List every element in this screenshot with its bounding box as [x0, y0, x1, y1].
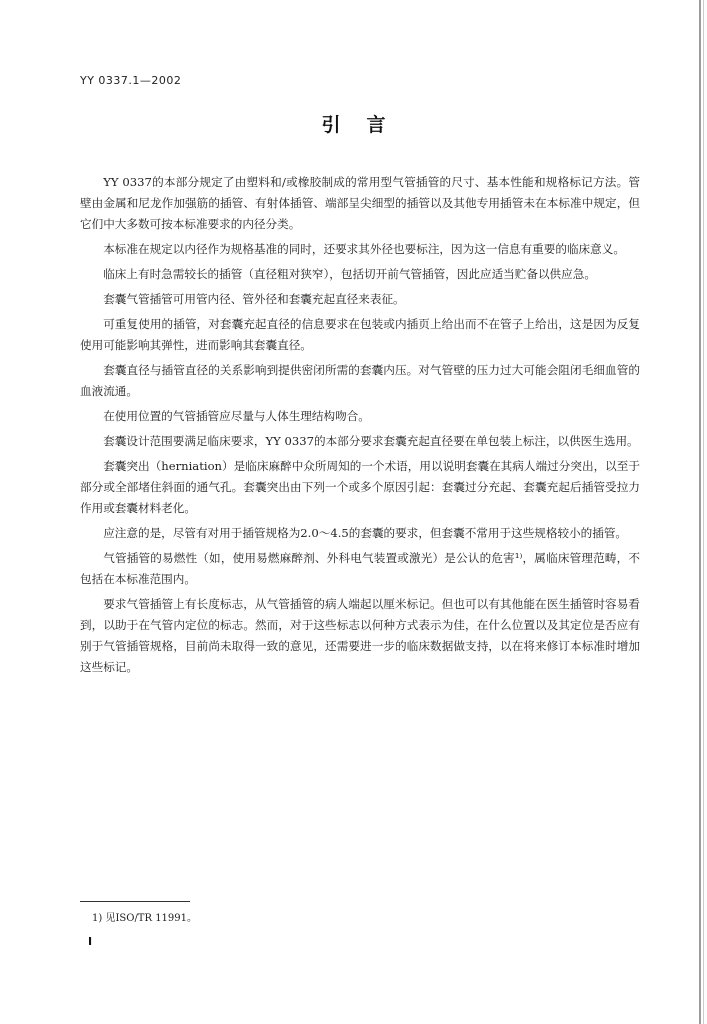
footnote-divider — [80, 901, 190, 902]
paragraph: 本标准在规定以内径作为规格基准的同时，还要求其外径也要标注，因为这一信息有重要的临床意义。 — [103, 242, 625, 256]
scan-edge-line — [703, 0, 704, 1024]
body-text — [80, 172, 640, 682]
paragraph: 可重复使用的插管，对套囊充起直径的信息要求在包装或内插页上给出而不在管子上给出，这是因为反复使用可能影响其弹性，进而影响其套囊直径。 — [80, 317, 640, 352]
paragraph: 套囊直径与插管直径的关系影响到提供密闭所需的套囊内压。对气管壁的压力过大可能会阻闭毛细血管的血液流通。 — [80, 363, 640, 398]
page-title: 引言 — [321, 114, 412, 136]
page-number: I — [88, 935, 93, 948]
paragraph: 在使用位置的气管插管应尽量与人体生理结构吻合。 — [103, 409, 370, 423]
paragraph: 临床上有时急需较长的插管（直径粗对狭窄），包括切开前气管插管，因此应适当贮备以供应急。 — [103, 267, 596, 281]
paragraph: 气管插管的易燃性（如，使用易燃麻醉剂、外科电气装置或激光）是公认的危害¹⁾，属临床管理范畴，不包括在本标准范围内。 — [80, 551, 640, 586]
paragraph: 要求气管插管上有长度标志，从气管插管的病人端起以厘米标记。但也可以有其他能在医生插管时容易看到，以助于在气管内定位的标志。然而，对于这些标志以何种方式表示为佳，在什么位置以及其定位是否应有别于气管插管规格，目前尚未取得一致的意见，还需要进一步的临床数据做支持，以在将来修订本标准时增加这些标记。 — [80, 597, 640, 674]
standard-number-header: YY 0337.1—2002 — [80, 74, 182, 87]
paragraph: YY 0337的本部分规定了由塑料和/或橡胶制成的常用型气管插管的尺寸、基本性能和规格标记方法。管壁由金属和尼龙作加强筋的插管、有射体插管、端部呈尖细型的插管以及其他专用插管未在本标准中规定，但它们中大多数可按本标准要求的内径分类。 — [80, 175, 640, 231]
paragraph: 套囊突出（herniation）是临床麻醉中众所周知的一个术语，用以说明套囊在其病人端过分突出，以至于部分或全部堵住斜面的通气孔。套囊突出由下列一个或多个原因引起：套囊过分充起、套囊充起后插管受拉力作用或套囊材料老化。 — [80, 459, 640, 515]
footnote: 1) 见ISO/TR 11991。 — [92, 913, 197, 924]
paragraph: 套囊设计范围要满足临床要求，YY 0337的本部分要求套囊充起直径要在单包装上标注，以供医生选用。 — [103, 434, 639, 448]
scan-edge-line — [699, 0, 701, 1024]
paragraph: 套囊气管插管可用管内径、管外径和套囊充起直径来表征。 — [103, 292, 405, 306]
paragraph: 应注意的是，尽管有对用于插管规格为2.0～4.5的套囊的要求，但套囊不常用于这些规格较小的插管。 — [103, 526, 628, 540]
